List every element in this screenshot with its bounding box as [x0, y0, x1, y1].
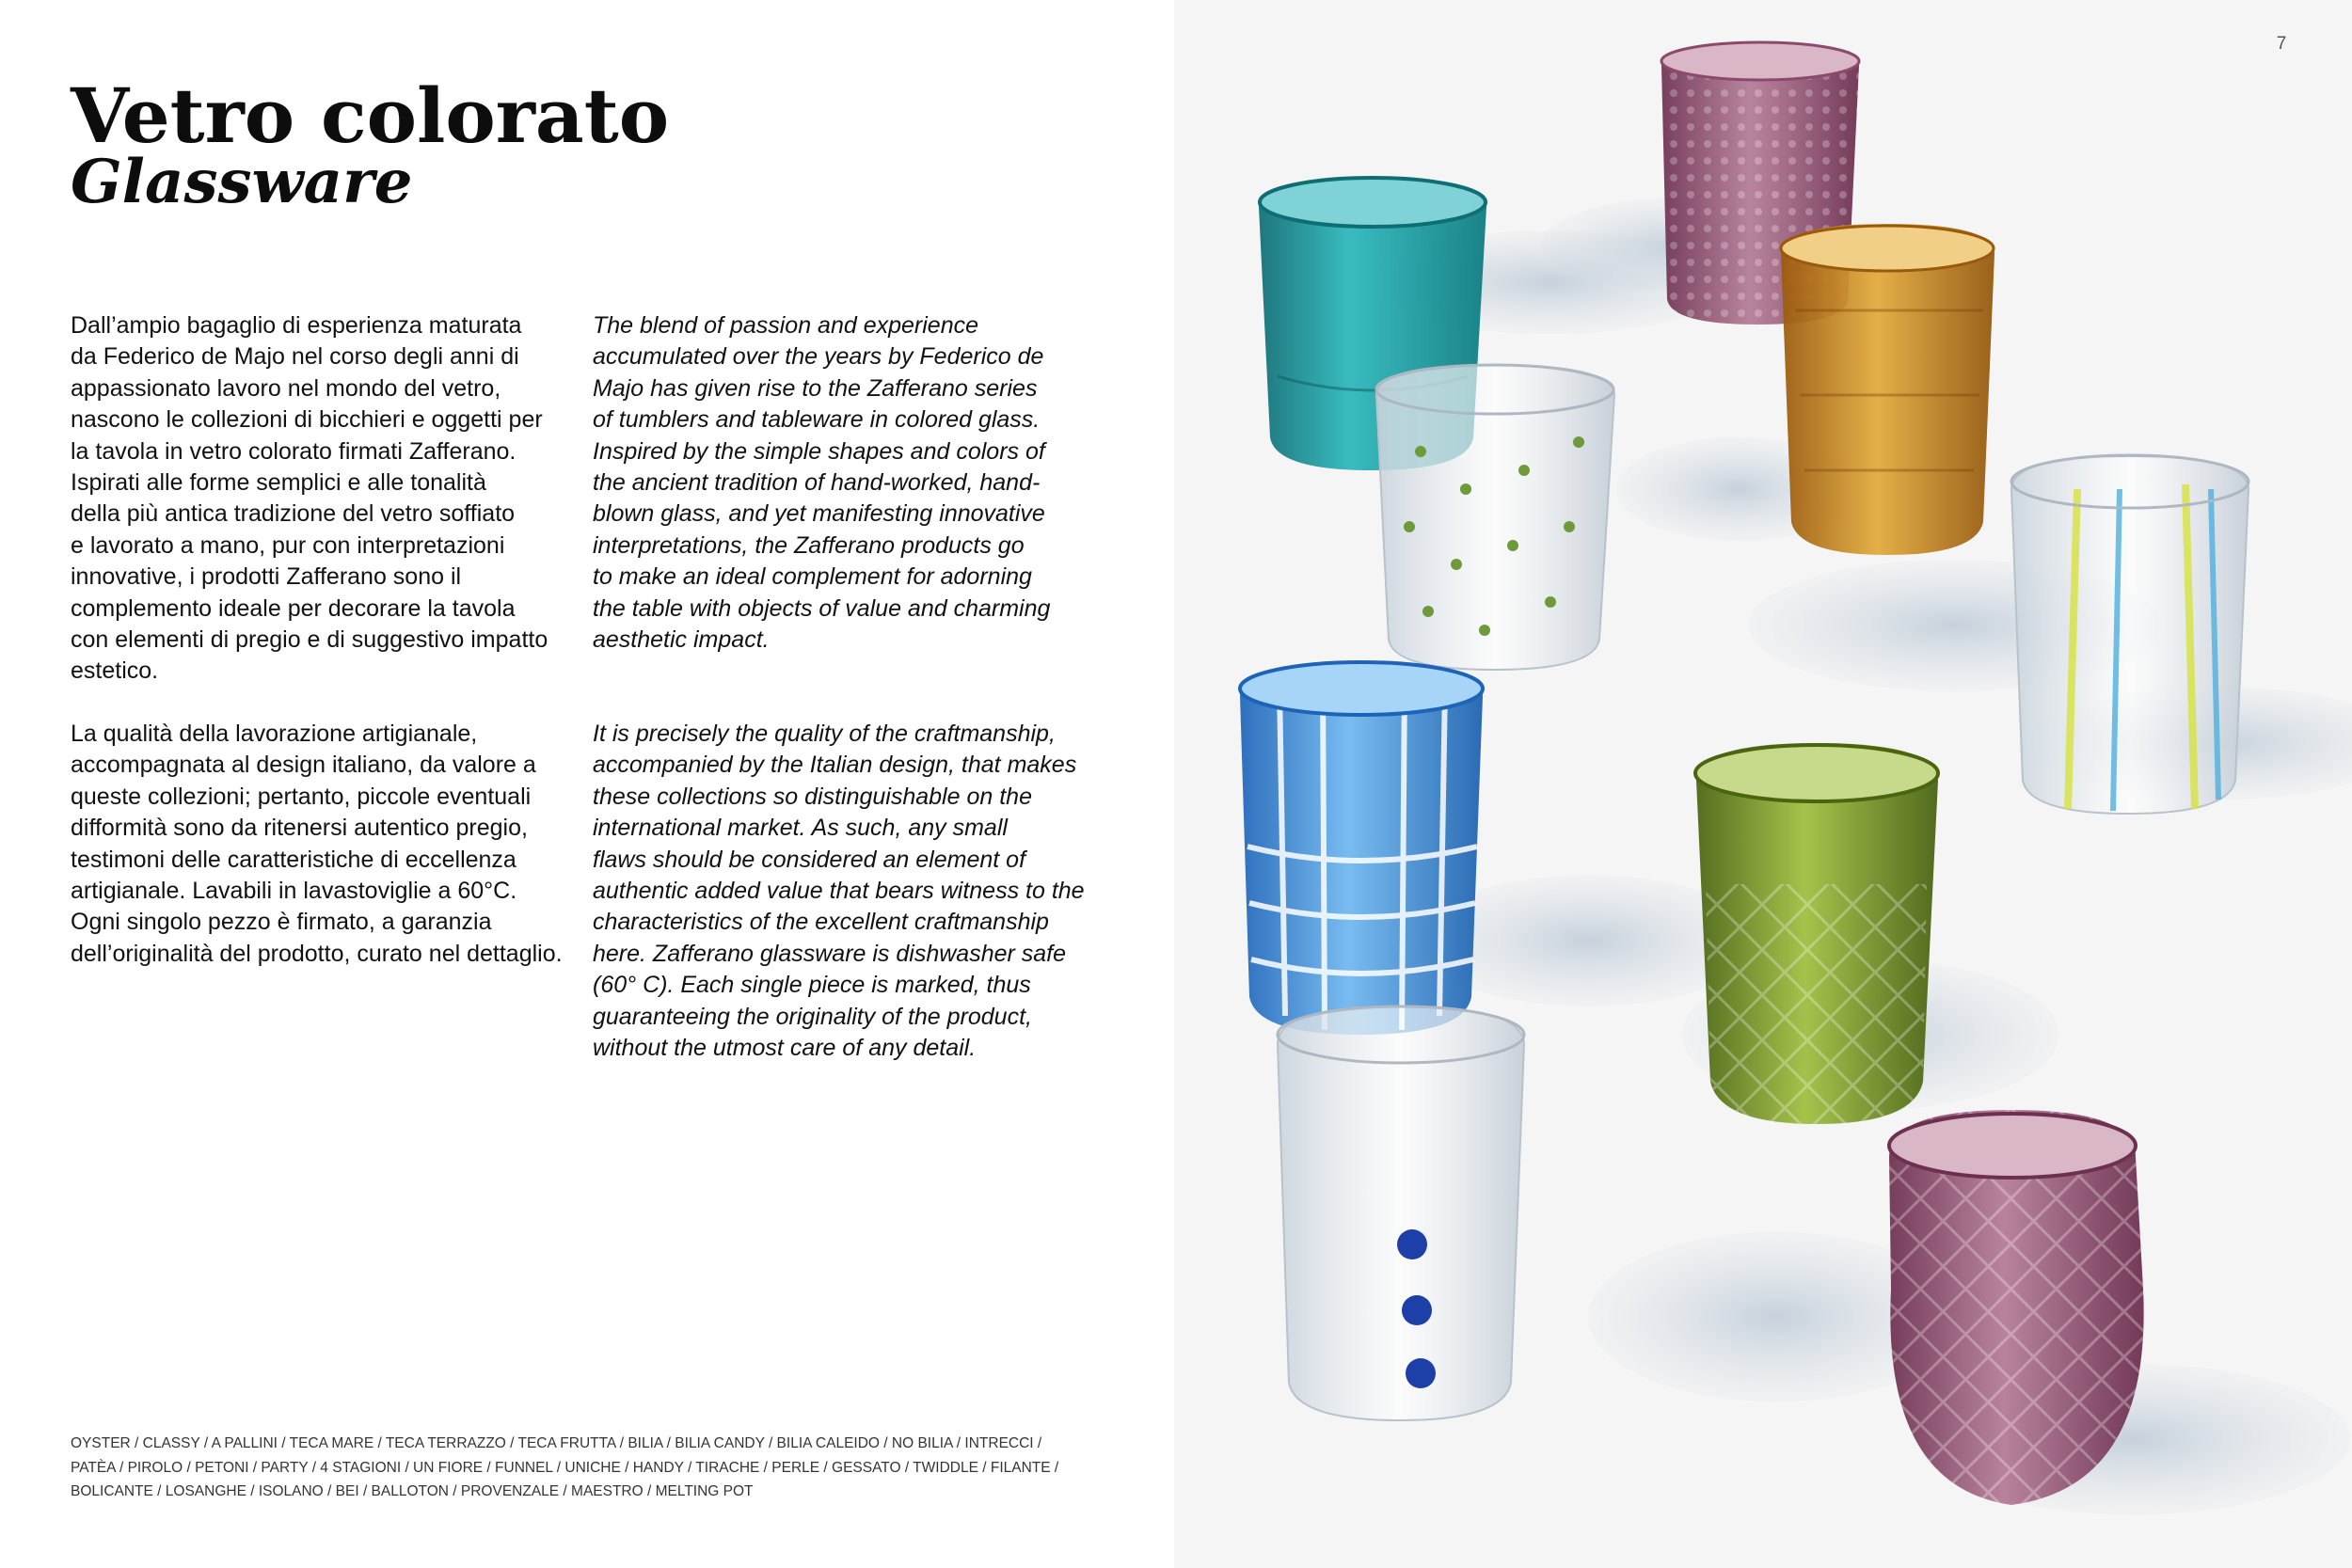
amber-tumbler [1781, 224, 1994, 555]
product-collection-list: OYSTER / CLASSY / A PALLINI / TECA MARE / TECA TERRAZZO / TECA FRUTTA / BILIA / BILIA CANDY / BILIA CALEIDO / NO BILIA / INTRECCI / PATÈA / PIROLO / PETONI / PARTY / 4 STAGIONI / UN FIORE / FUNNEL / UNICHE / HANDY / TIRACHE / PERLE / GESSATO / TWIDDLE / FILANTE / BOLICANTE / LOSANGHE / ISOLANO / BEI / BALLOTON / PROVENZALE / MAESTRO / MELTING POT [71, 1435, 1059, 1499]
green-diamond-tumbler [1695, 743, 1938, 1124]
striped-clear-tumbler [2011, 455, 2249, 814]
english-intro-paragraph: The blend of passion and experience accumulated over the years by Federico de Majo has given rise to the Zafferano series of tumblers and tableware in colored glass. Inspired by the simple shapes and colors of the ancient tradition of hand-worked, hand- blown glass, and yet manifesting innovative interpretations, the Zafferano products go to make an ideal complement for adorning the table with objects of value and charming aesthetic impact. [593, 312, 1051, 654]
italian-intro-paragraph: Dall’ampio bagaglio di esperienza maturata da Federico de Majo nel corso degli anni di appassionato lavoro nel mondo del vetro, nascono le collezioni di bicchieri e oggetti per la tavola in vetro colorato firmati Zafferano. Ispirati alle forme semplici e alle tonalità della più antica tradizione del vetro soffiato e lavorato a mano, pur con interpretazioni innovative, i prodotti Zafferano sono il complemento ideale per decorare la tavola con elementi di pregio e di suggestivo impatto estetico. [71, 312, 548, 685]
product-photo-panel [1174, 0, 2352, 1568]
clear-blue-dot-tumbler [1278, 1006, 1524, 1420]
clear-green-dot-tumbler [1376, 365, 1614, 670]
english-quality-paragraph: It is precisely the quality of the craftmanship, accompanied by the Italian design, that makes these collections so distinguishable on the international market. As such, any small flaws should be considered an element of authentic added value that bears witness to the characteristics of the excellent craftmanship here. Zafferano glassware is dishwasher safe (60° C). Each single piece is marked, thus guaranteeing the originality of the product, without the utmost care of any detail. [593, 721, 1085, 1062]
left-page [0, 0, 1174, 1568]
page-subtitle: Glassware [71, 147, 413, 217]
page-number: 7 [2276, 34, 2287, 54]
purple-diamond-tumbler [1889, 1110, 2144, 1505]
italian-quality-paragraph: La qualità della lavorazione artigianale, accompagnata al design italiano, da valore a queste collezioni; pertanto, piccole eventuali difformità sono da ritenersi autentico pregio, testimoni delle caratteristiche di eccellenza artigianale. Lavabili in lavastoviglie a 60°C. Ogni singolo pezzo è firmato, a garanzia dell’originalità del prodotto, curato nel dettaglio. [71, 721, 563, 967]
page-title: Vetro colorato [71, 71, 670, 160]
blue-striped-tumbler [1240, 662, 1483, 1035]
glassware-photo [1174, 0, 2352, 1568]
